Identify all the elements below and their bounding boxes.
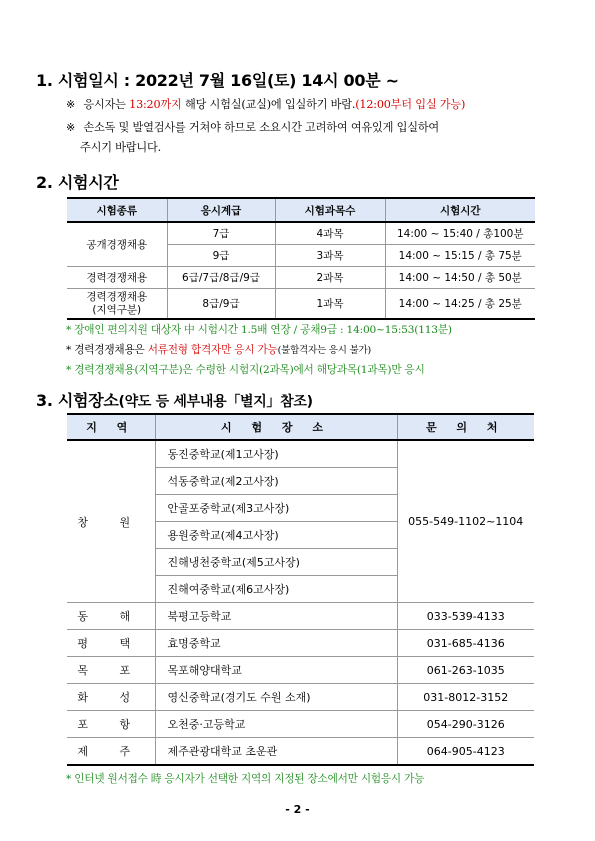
exam-time-table xyxy=(67,197,535,320)
note-mark: ※ xyxy=(66,121,76,134)
exam-time: 14:00 ~ 15:40 / 총100분 xyxy=(385,222,535,245)
exam-place: 영신중학교(경기도 수원 소재) xyxy=(155,684,397,711)
contact: 055-549-1102~1104 xyxy=(397,440,534,603)
section1-note1 xyxy=(66,96,465,112)
note1-deadline: 13:20까지 xyxy=(129,98,182,111)
subjects: 4과목 xyxy=(275,222,385,245)
table-row xyxy=(67,630,534,657)
table-row xyxy=(67,657,534,684)
page-number: - 2 - xyxy=(285,803,310,816)
contact: 033-539-4133 xyxy=(397,603,534,630)
exam-type: 경력경쟁채용 xyxy=(67,267,167,289)
region: 동 해 xyxy=(67,603,155,630)
exam-place: 효명중학교 xyxy=(155,630,397,657)
region: 창 원 xyxy=(67,440,155,603)
table-row xyxy=(67,440,534,468)
region: 화 성 xyxy=(67,684,155,711)
note1-text-a: 응시자는 xyxy=(83,98,130,111)
section1-note2-line1: ※ 손소독 및 발열검사를 거쳐야 하므로 소요시간 고려하여 여유있게 입실하여 xyxy=(66,121,440,134)
exam-place: 제주관광대학교 초운관 xyxy=(155,738,397,766)
exam-location-table xyxy=(67,413,534,766)
section3-note: * 인터넷 원서접수 時 응시자가 선택한 지역의 지정된 장소에서만 시험응시 가능 xyxy=(66,773,425,785)
subjects: 2과목 xyxy=(275,267,385,289)
region: 평 택 xyxy=(67,630,155,657)
section3-title: 3. 시험장소(약도 등 세부내용「별지」참조) xyxy=(36,391,313,410)
col-header: 시험종류 xyxy=(67,198,167,222)
col-header: 지 역 xyxy=(67,414,155,440)
exam-type: 공개경쟁채용 xyxy=(67,222,167,267)
section2-note1: * 장애인 편의지원 대상자 中 시험시간 1.5배 연장 / 공채9급 : 14:00~15:53(113분) xyxy=(66,324,452,336)
table-header-row xyxy=(67,414,534,440)
exam-place: 목포해양대학교 xyxy=(155,657,397,684)
section1-note2-line2: 주시기 바랍니다. xyxy=(80,141,161,154)
region: 포 항 xyxy=(67,711,155,738)
exam-place: 동진중학교(제1고사장) xyxy=(155,440,397,468)
grade: 6급/7급/8급/9급 xyxy=(167,267,275,289)
note1-text-c: 해당 시험실(교실)에 입실하기 바람. xyxy=(181,98,356,111)
section1-title: 1. 시험일시 : 2022년 7월 16일(토) 14시 00분 ~ xyxy=(36,71,399,90)
col-header: 문 의 처 xyxy=(397,414,534,440)
exam-place: 석동중학교(제2고사장) xyxy=(155,468,397,495)
col-header: 시험시간 xyxy=(385,198,535,222)
section2-title: 2. 시험시간 xyxy=(36,173,119,192)
section2-note2: * 경력경쟁채용은 서류전형 합격자만 응시 가능(불합격자는 응시 불가) xyxy=(66,344,372,356)
note-mark: ※ xyxy=(66,98,76,111)
table-row xyxy=(67,222,535,245)
exam-place: 북평고등학교 xyxy=(155,603,397,630)
table-row xyxy=(67,289,535,320)
exam-place: 용원중학교(제4고사장) xyxy=(155,522,397,549)
exam-time: 14:00 ~ 14:50 / 총 50분 xyxy=(385,267,535,289)
grade: 7급 xyxy=(167,222,275,245)
exam-place: 진해냉천중학교(제5고사장) xyxy=(155,549,397,576)
table-row xyxy=(67,738,534,766)
contact: 054-290-3126 xyxy=(397,711,534,738)
exam-place: 안골포중학교(제3고사장) xyxy=(155,495,397,522)
col-header: 시 험 장 소 xyxy=(155,414,397,440)
note1-entry-time: (12:00부터 입실 가능) xyxy=(355,98,466,111)
table-row xyxy=(67,711,534,738)
table-row xyxy=(67,267,535,289)
subjects: 3과목 xyxy=(275,245,385,267)
section2-note3: * 경력경쟁채용(지역구분)은 수령한 시험지(2과목)에서 해당과목(1과목)만 응시 xyxy=(66,364,425,376)
exam-place: 진해여중학교(제6고사장) xyxy=(155,576,397,603)
col-header: 시험과목수 xyxy=(275,198,385,222)
contact: 064-905-4123 xyxy=(397,738,534,766)
grade: 8급/9급 xyxy=(167,289,275,320)
col-header: 응시계급 xyxy=(167,198,275,222)
region: 목 포 xyxy=(67,657,155,684)
table-row xyxy=(67,603,534,630)
table-row xyxy=(67,684,534,711)
contact: 031-685-4136 xyxy=(397,630,534,657)
exam-type: 경력경쟁채용 (지역구분) xyxy=(67,289,167,320)
contact: 061-263-1035 xyxy=(397,657,534,684)
region: 제 주 xyxy=(67,738,155,766)
table-header-row xyxy=(67,198,535,222)
subjects: 1과목 xyxy=(275,289,385,320)
document-pass-only: 서류전형 합격자만 응시 가능 xyxy=(147,344,278,356)
contact: 031-8012-3152 xyxy=(397,684,534,711)
grade: 9급 xyxy=(167,245,275,267)
exam-time: 14:00 ~ 15:15 / 총 75분 xyxy=(385,245,535,267)
exam-time: 14:00 ~ 14:25 / 총 25분 xyxy=(385,289,535,320)
exam-place: 오천중·고등학교 xyxy=(155,711,397,738)
